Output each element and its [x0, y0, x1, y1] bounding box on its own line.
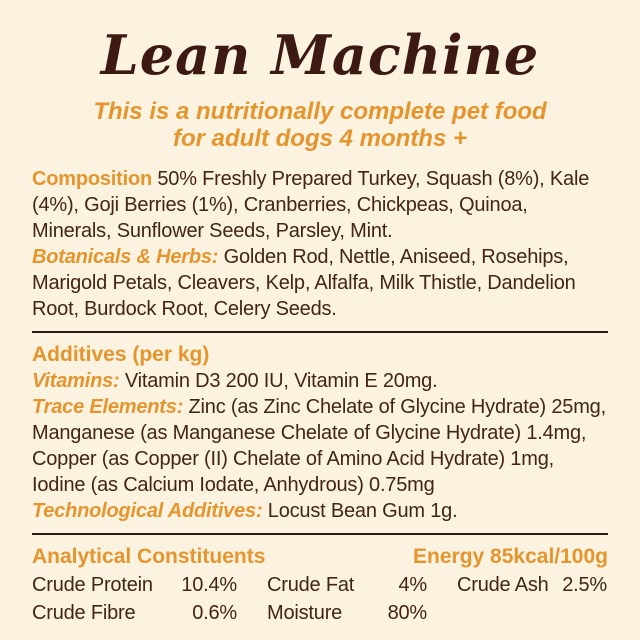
constituent-value: 4%: [398, 574, 427, 596]
table-cell-crude-protein: [32, 572, 237, 598]
energy-value: Energy 85kcal/100g: [413, 545, 608, 568]
trace-elements-text: Zinc (as Zinc Chelate of Glycine Hydrate) 25mg, Manganese (as Manganese Chelate of Glycine Hydrate) 1.4mg, Copper (as Copper (II) Chelate of Amino Acid Hydrate) 1mg, Iodine (as Calcium Iodate, Anhydrous) 0.75mg: [32, 396, 606, 496]
analytical-section: [32, 543, 608, 626]
composition-heading: Composition: [32, 168, 153, 190]
table-cell-crude-fibre: [32, 600, 237, 626]
constituent-label: Moisture: [267, 602, 343, 624]
subtitle-line-2: for adult dogs 4 months +: [172, 125, 467, 152]
additives-heading: Additives (per kg): [32, 343, 210, 366]
vitamins-text: Vitamin D3 200 IU, Vitamin E 20mg.: [124, 370, 438, 392]
constituent-value: 80%: [387, 602, 427, 624]
table-cell-crude-ash: [457, 572, 607, 598]
divider-bottom: [32, 533, 608, 535]
product-title: Lean Machine: [100, 23, 540, 87]
composition-section: [32, 166, 608, 322]
trace-elements-paragraph: [32, 394, 608, 498]
constituent-value: 2.5%: [562, 574, 607, 596]
composition-text: 50% Freshly Prepared Turkey, Squash (8%), Kale (4%), Goji Berries (1%), Cranberries, Chickpeas, Quinoa, Minerals, Sunflower Seeds, Parsley, Mint.: [32, 168, 590, 242]
constituent-label: Crude Fat: [267, 574, 355, 596]
analytical-heading: Analytical Constituents: [32, 545, 266, 568]
constituent-label: Crude Protein: [32, 574, 153, 596]
table-cell-crude-fat: [267, 572, 427, 598]
constituent-value: 0.6%: [192, 602, 237, 624]
analytical-table: [32, 572, 608, 626]
constituent-value: 10.4%: [181, 574, 237, 596]
divider-top: [32, 331, 608, 333]
table-cell-empty: [457, 600, 607, 626]
constituent-label: Crude Ash: [457, 574, 549, 596]
product-subtitle: [32, 98, 608, 152]
botanicals-text: Golden Rod, Nettle, Aniseed, Rosehips, Marigold Petals, Cleavers, Kelp, Alfalfa, Milk Thistle, Dandelion Root, Burdock Root, Celery Seeds.: [32, 246, 576, 320]
subtitle-line-1: This is a nutritionally complete pet food: [93, 98, 547, 125]
additives-section: [32, 341, 608, 524]
technological-additives-label: Technological Additives:: [32, 500, 263, 522]
technological-additives-paragraph: [32, 498, 608, 524]
analytical-header: [32, 543, 608, 570]
technological-additives-text: Locust Bean Gum 1g.: [267, 500, 458, 522]
constituent-label: Crude Fibre: [32, 602, 136, 624]
vitamins-label: Vitamins:: [32, 370, 120, 392]
botanicals-paragraph: [32, 244, 608, 322]
vitamins-paragraph: [32, 368, 608, 394]
trace-elements-label: Trace Elements:: [32, 396, 184, 418]
composition-paragraph: [32, 166, 608, 244]
botanicals-label: Botanicals & Herbs:: [32, 246, 219, 268]
table-cell-moisture: [267, 600, 427, 626]
